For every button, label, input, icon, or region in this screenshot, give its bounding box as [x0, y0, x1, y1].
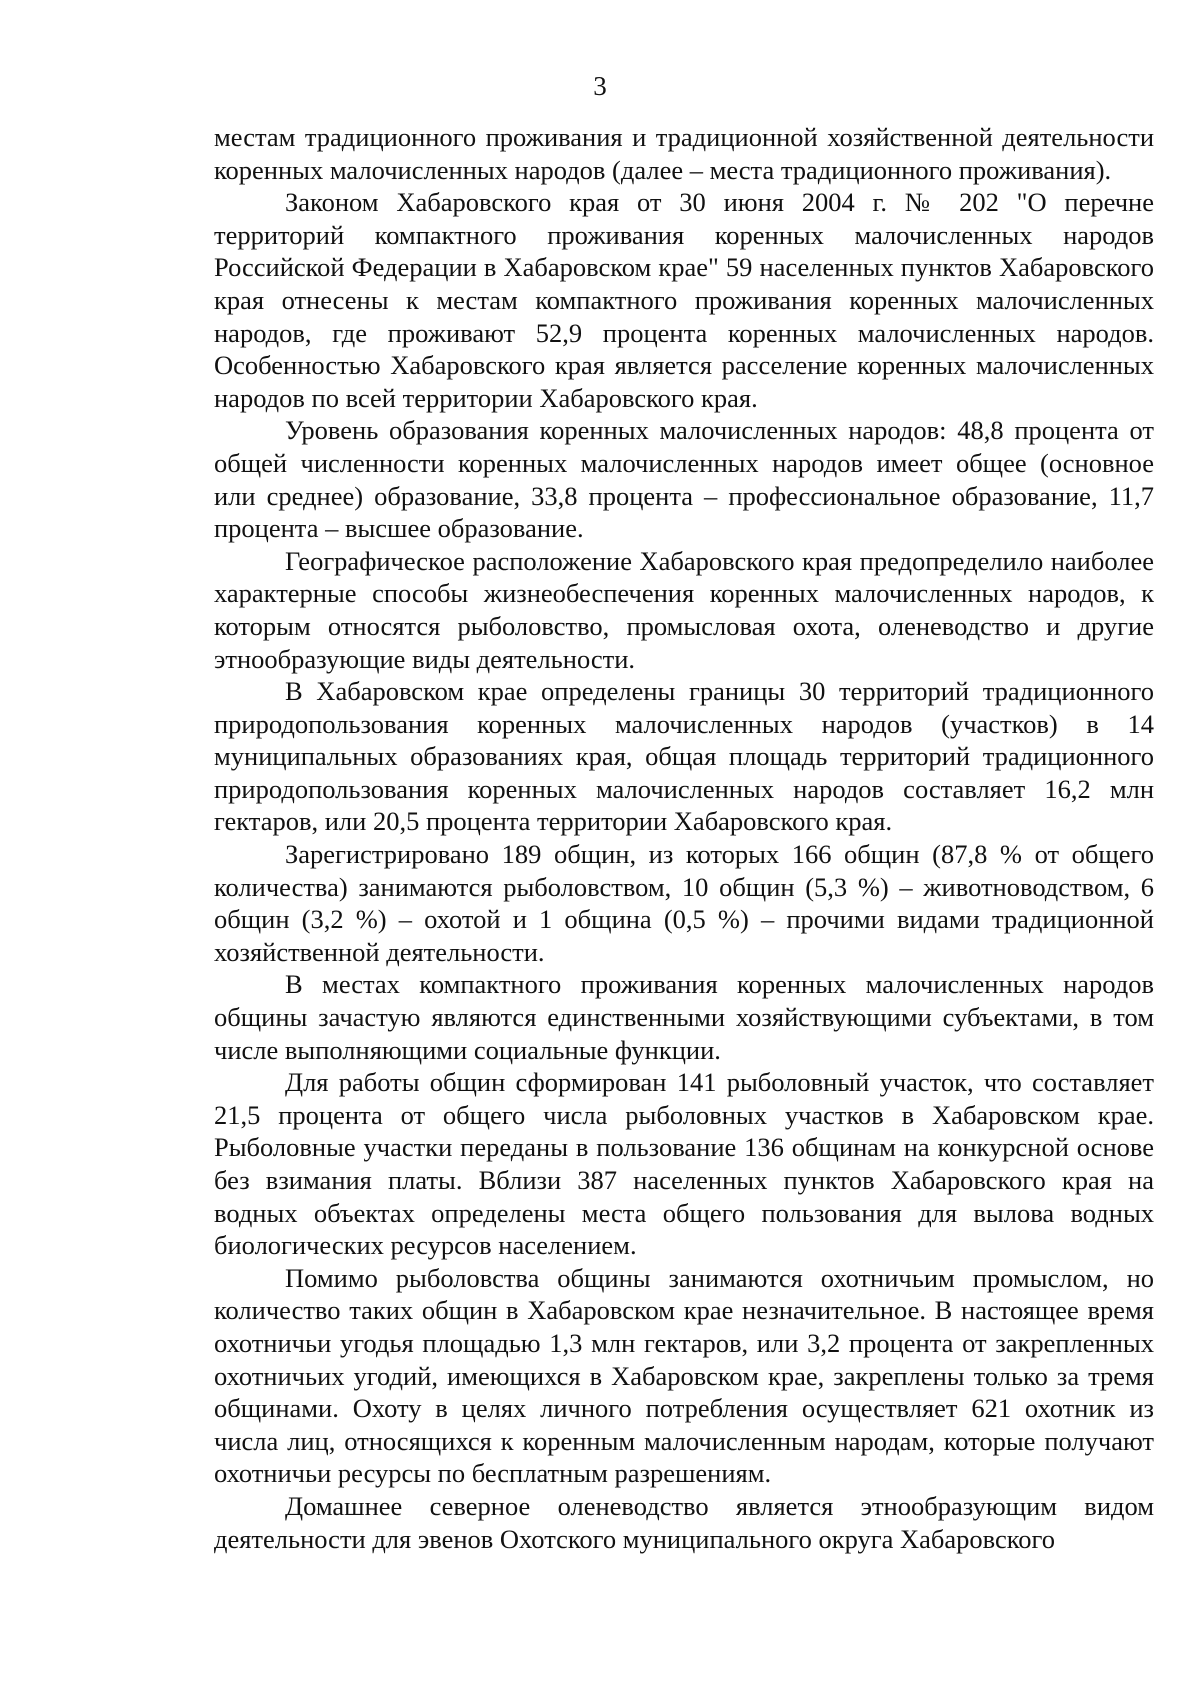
- paragraph-education-level: Уровень образования коренных малочисленных народов: 48,8 процента от общей численности коренных малочисленных народов имеет общее (основное или среднее) образование, 33,8 процента – профессиональное образование, 11,7 процента – высшее образование.: [214, 415, 1154, 544]
- page-number: 3: [593, 71, 607, 101]
- paragraph-traditional-territories: В Хабаровском крае определены границы 30 территорий традиционного природопользования коренных малочисленных народов (участков) в 14 муниципальных образованиях края, общая площадь территорий традиционного природопользования коренных малочисленных народов составляет 16,2 млн гектаров, или 20,5 процента территории Хабаровского края.: [214, 676, 1154, 837]
- paragraph-registered-communities: Зарегистрировано 189 общин, из которых 166 общин (87,8 % от общего количества) занимаются рыболовством, 10 общин (5,3 %) – животноводством, 6 общин (3,2 %) – охотой и 1 община (0,5 %) – прочими видами традиционной хозяйственной деятельности.: [214, 839, 1154, 967]
- paragraph-fishing-sites: Для работы общин сформирован 141 рыболовный участок, что составляет 21,5 процента от общего числа рыболовных участков в Хабаровском крае. Рыболовные участки переданы в пользование 136 общинам на конкурсной основе без взимания платы. Вблизи 387 населенных пунктов Хабаровского края на водных объектах определены места общего пользования для вылова водных биологических ресурсов населением.: [214, 1067, 1154, 1261]
- paragraph-community-role: В местах компактного проживания коренных малочисленных народов общины зачастую являются единственными хозяйствующими субъектами, в том числе выполняющими социальные функции.: [214, 969, 1154, 1065]
- paragraph-continuation: местам традиционного проживания и традиционной хозяйственной деятельности коренных малочисленных народов (далее – места традиционного проживания).: [214, 122, 1154, 185]
- paragraph-geography: Географическое расположение Хабаровского края предопределило наиболее характерные способы жизнеобеспечения коренных малочисленных народов, к которым относятся рыболовство, промысловая охота, оленеводство и другие этнообразующие виды деятельности.: [214, 545, 1154, 674]
- paragraph-law-territories: Законом Хабаровского края от 30 июня 2004 г. № 202 "О перечне территорий компактного проживания коренных малочисленных народов Российской Федерации в Хабаровском крае" 59 населенных пунктов Хабаровского края отнесены к местам компактного проживания коренных малочисленных народов, где проживают 52,9 процента коренных малочисленных народов. Особенностью Хабаровского края является расселение коренных малочисленных народов по всей территории Хабаровского края.: [214, 187, 1154, 413]
- paragraph-hunting: Помимо рыболовства общины занимаются охотничьим промыслом, но количество таких общин в Хабаровском крае незначительное. В настоящее время охотничьи угодья площадью 1,3 млн гектаров, или 3,2 процента от закрепленных охотничьих угодий, имеющихся в Хабаровском крае, закреплены только за тремя общинами. Охоту в целях личного потребления осуществляет 621 охотник из числа лиц, относящихся к коренным малочисленным народам, которые получают охотничьи ресурсы по бесплатным разрешениям.: [214, 1262, 1154, 1489]
- document-body: [214, 121, 1154, 1555]
- paragraph-reindeer-herding: Домашнее северное оленеводство является этнообразующим видом деятельности для эвенов Охотского муниципального округа Хабаровского: [214, 1490, 1154, 1554]
